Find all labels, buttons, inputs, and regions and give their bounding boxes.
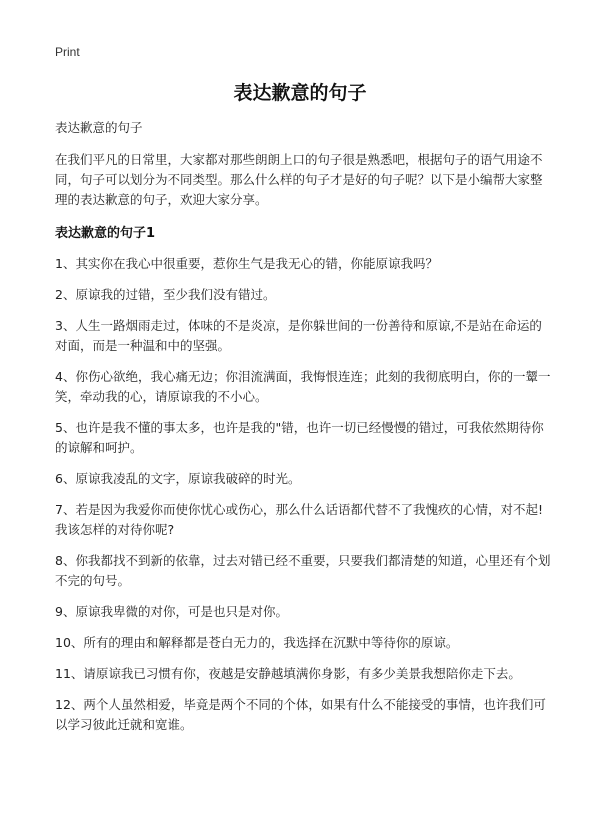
list-item: 10、所有的理由和解释都是苍白无力的，我选择在沉默中等待你的原谅。 [55,635,459,650]
article-body [55,118,553,746]
list-item: 1、其实你在我心中很重要，惹你生气是我无心的错，你能原谅我吗？ [55,256,438,271]
list-item: 11、请原谅我已习惯有你，夜越是安静越填满你身影，有多少美景我想陪你走下去。 [55,666,521,681]
section-heading: 表达歉意的句子1 [55,226,156,241]
list-item: 6、原谅我凌乱的文字，原谅我破碎的时光。 [55,471,301,486]
article-subtitle: 表达歉意的句子 [55,120,143,135]
page-title: 表达歉意的句子 [233,82,367,104]
list-item: 4、你伤心欲绝，我心痛无边；你泪流满面，我悔恨连连；此刻的我彻底明白，你的一颦一笑，牵动我的心，请原谅我的不小心。 [55,369,551,404]
print-link[interactable]: Print [55,45,80,59]
list-item: 9、原谅我卑微的对你，可是也只是对你。 [55,604,288,619]
list-item: 8、你我都找不到新的依靠，过去对错已经不重要，只要我们都清楚的知道，心里还有个划不完的句号。 [55,553,551,588]
list-item: 12、两个人虽然相爱，毕竟是两个不同的个体，如果有什么不能接受的事情，也许我们可以学习彼此迁就和宽谁。 [55,697,546,732]
list-item: 7、若是因为我爱你而使你忧心或伤心，那么什么话语都代替不了我愧疚的心情，对不起!我该怎样的对待你呢? [55,502,543,537]
list-item: 5、也许是我不懂的事太多，也许是我的"错，也许一切已经慢慢的错过，可我依然期待你的谅解和呵护。 [55,420,544,455]
intro-paragraph: 在我们平凡的日常里，大家都对那些朗朗上口的句子很是熟悉吧，根据句子的语气用途不同，句子可以划分为不同类型。那么什么样的句子才是好的句子呢？以下是小编帮大家整理的表达歉意的句子，欢迎大家分享。 [55,152,543,207]
list-item: 3、人生一路烟雨走过，体味的不是炎凉，是你躲世间的一份善待和原谅,不是站在命运的对面，而是一种温和中的坚强。 [55,318,542,353]
list-item: 2、原谅我的过错，至少我们没有错过。 [55,287,276,302]
